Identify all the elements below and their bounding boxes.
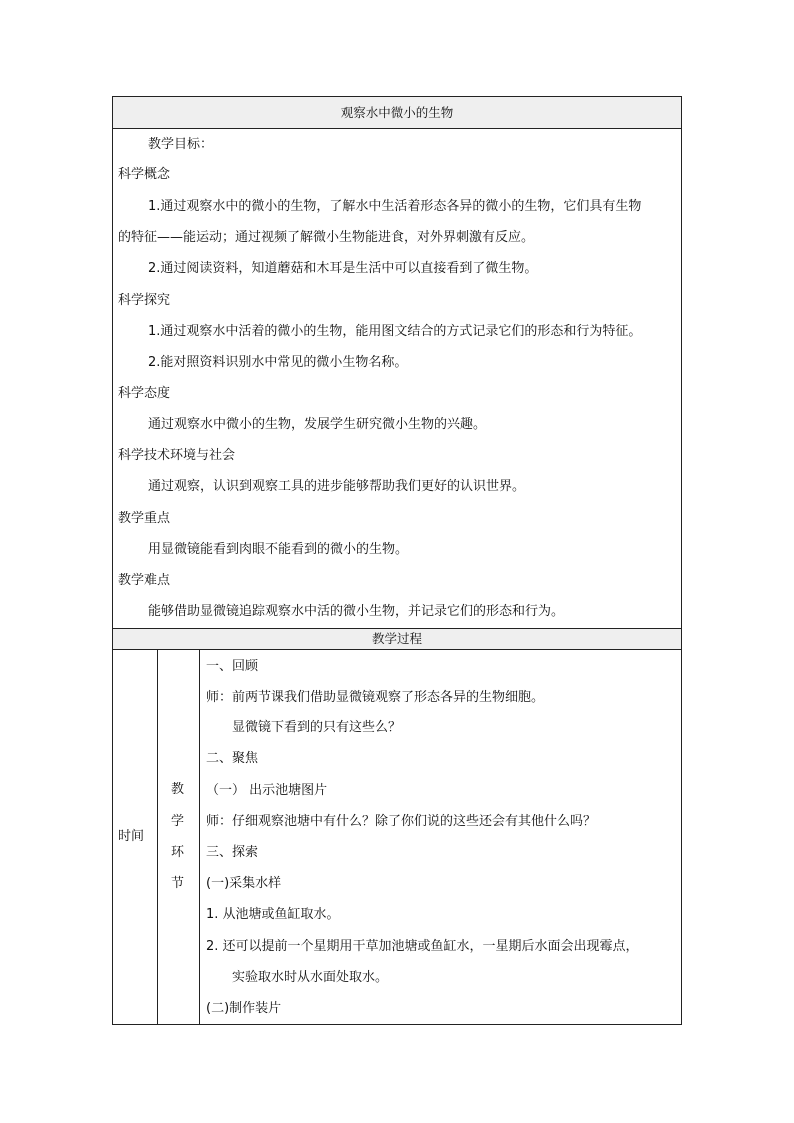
step-2-line2: 实验取水时从水面处取水。 (232, 970, 389, 985)
process-header-row (112, 628, 682, 650)
make-slide-heading: (二)制作装片 (206, 1001, 282, 1016)
time-label: 时间 (118, 829, 145, 844)
teacher-line-1b: 显微镜下看到的只有这些么？ (232, 720, 402, 735)
attitude-label: 科学态度 (118, 386, 171, 401)
show-pond-line: （一） 出示池塘图片 (206, 783, 328, 798)
title-row (112, 96, 682, 129)
key-point-label: 教学重点 (118, 511, 171, 526)
inquiry-label: 科学探究 (118, 293, 171, 308)
focus-heading: 二、聚焦 (206, 751, 259, 766)
step-2-line1: 2. 还可以提前一个星期用干草加池塘或鱼缸水，一星期后水面会出现霉点， (206, 939, 639, 954)
stage-char-4: 节 (171, 876, 185, 891)
page-title: 观察水中微小的生物 (340, 105, 454, 120)
process-heading: 教学过程 (371, 631, 422, 646)
teacher-line-2: 师：仔细观察池塘中有什么？除了你们说的这些还会有其他什么吗？ (206, 814, 597, 829)
concept-item1-line2: 的特征——能运动；通过视频了解微小生物能进食，对外界刺激有反应。 (118, 230, 535, 245)
inquiry-item2: 2.能对照资料识别水中常见的微小生物名称。 (148, 355, 408, 370)
step-1: 1. 从池塘或鱼缸取水。 (206, 907, 340, 922)
difficulty-text: 能够借助显微镜追踪观察水中活的微小生物，并记录它们的形态和行为。 (148, 604, 565, 619)
concept-item1-line1: 1.通过观察水中的微小的生物，了解水中生活着形态各异的微小的生物，它们具有生物 (148, 199, 642, 214)
stse-label: 科学技术环境与社会 (118, 448, 236, 463)
explore-heading: 三、探索 (206, 845, 259, 860)
column-divider-2 (199, 649, 200, 1025)
column-divider-1 (157, 649, 158, 1025)
inquiry-item1: 1.通过观察水中活着的微小的生物，能用图文结合的方式记录它们的形态和行为特征。 (148, 324, 642, 339)
stse-text: 通过观察，认识到观察工具的进步能够帮助我们更好的认识世界。 (148, 479, 526, 494)
stage-char-2: 学 (171, 814, 185, 829)
stage-char-3: 环 (171, 845, 185, 860)
review-heading: 一、回顾 (206, 659, 259, 674)
concept-item2: 2.通过阅读资料，知道蘑菇和木耳是生活中可以直接看到了微生物。 (148, 261, 538, 276)
key-point-text: 用显微镜能看到肉眼不能看到的微小的生物。 (148, 542, 409, 557)
teacher-line-1: 师：前两节课我们借助显微镜观察了形态各异的生物细胞。 (206, 690, 545, 705)
attitude-text: 通过观察水中微小的生物，发展学生研究微小生物的兴趣。 (148, 417, 487, 432)
collect-heading: (一)采集水样 (206, 876, 282, 891)
concept-label: 科学概念 (118, 167, 171, 182)
difficulty-label: 教学难点 (118, 573, 171, 588)
stage-char-1: 教 (171, 782, 185, 797)
objectives-heading: 教学目标： (148, 137, 214, 152)
